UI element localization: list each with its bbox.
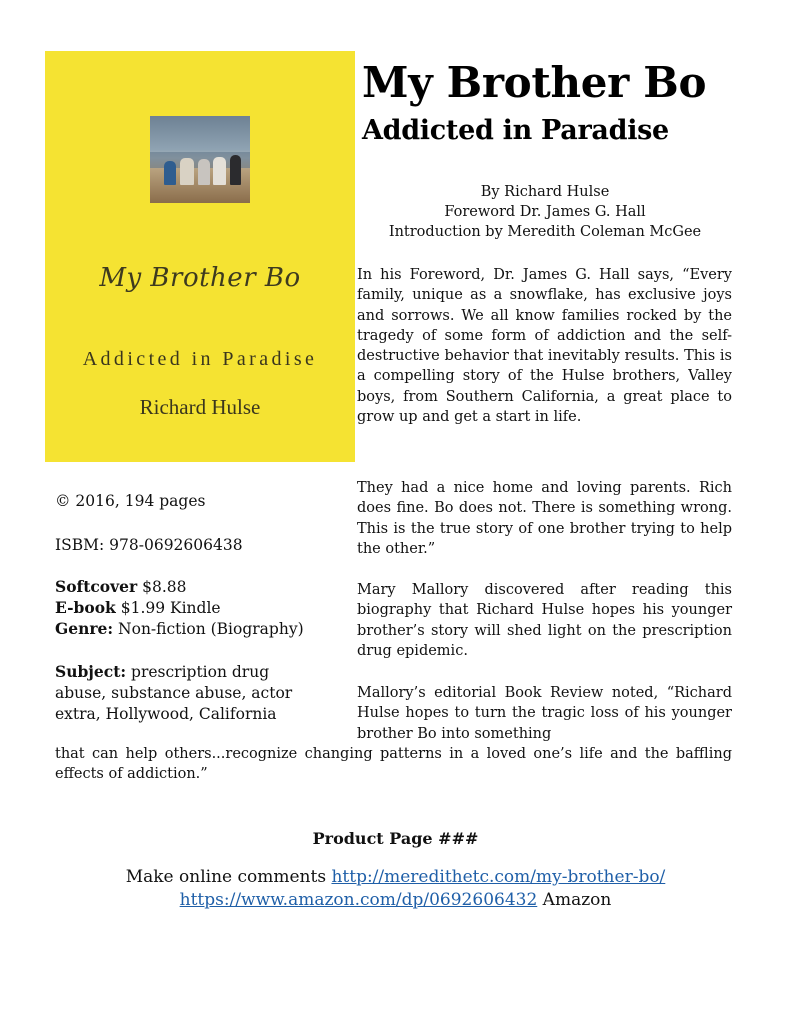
product-page-heading: Product Page ### [312, 829, 479, 848]
byline-foreword: Foreword Dr. James G. Hall [444, 204, 646, 220]
subject-line-2: abuse, substance abuse, actor [55, 684, 293, 702]
body-paragraph-1: In his Foreword, Dr. James G. Hall says, “Every family, unique as a snowflake, has exclusive joys and sorrows. We all know families rocked by the tragedy of some form of addiction and the self-destructive behavior that inevitably results. This is a compelling story of the Hulse brothers, Valley boys, from Southern California, a great place to grow up and get a start in life. [357, 267, 732, 426]
amazon-link[interactable]: https://www.amazon.com/dp/0692606432 [179, 890, 538, 910]
copyright-info: © 2016, 194 pages [55, 492, 206, 510]
ebook-label: E-book [55, 598, 116, 617]
subject-label: Subject: [55, 662, 127, 681]
genre-value: Non-fiction (Biography) [113, 620, 304, 638]
meredithetc-link[interactable]: http://meredithetc.com/my-brother-bo/ [331, 867, 666, 887]
page-subtitle: Addicted in Paradise [362, 115, 669, 146]
softcover-label: Softcover [55, 577, 138, 596]
byline-author: By Richard Hulse [480, 184, 610, 200]
isbn-info: ISBM: 978-0692606438 [55, 536, 243, 554]
body-paragraph-5: that can help others...recognize changing patterns in a loved one’s life and the baffling effects of addiction.” [55, 746, 732, 783]
page-title: My Brother Bo [362, 58, 707, 107]
subject-line-3: extra, Hollywood, California [55, 705, 277, 723]
subject-line-1: prescription drug [126, 663, 270, 681]
cover-photo [150, 116, 250, 203]
cover-subtitle: Addicted in Paradise [82, 348, 318, 370]
comments-prefix: Make online comments [125, 867, 332, 887]
cover-title: My Brother Bo [99, 263, 301, 293]
ebook-price [55, 597, 345, 619]
softcover-value: $8.88 [137, 578, 187, 596]
genre-label: Genre: [55, 619, 114, 638]
subject-info [55, 661, 345, 725]
genre-info [55, 618, 345, 640]
softcover-price [55, 576, 345, 598]
book-cover [45, 51, 355, 462]
ebook-value: $1.99 Kindle [115, 599, 221, 617]
body-paragraph-4: Mallory’s editorial Book Review noted, “Richard Hulse hopes to turn the tragic loss of his younger brother Bo into something [357, 685, 732, 742]
body-paragraph-3: Mary Mallory discovered after reading this biography that Richard Hulse hopes his younger brother’s story will shed light on the prescription drug epidemic. [357, 582, 732, 659]
comments-line [0, 866, 791, 889]
amazon-line [0, 889, 791, 912]
cover-author: Richard Hulse [139, 395, 261, 419]
body-paragraph-2: They had a nice home and loving parents. Rich does fine. Bo does not. There is something wrong. This is the true story of one brother trying to help the other.” [357, 480, 732, 557]
byline-introduction: Introduction by Meredith Coleman McGee [388, 224, 702, 240]
amazon-suffix: Amazon [537, 890, 612, 910]
